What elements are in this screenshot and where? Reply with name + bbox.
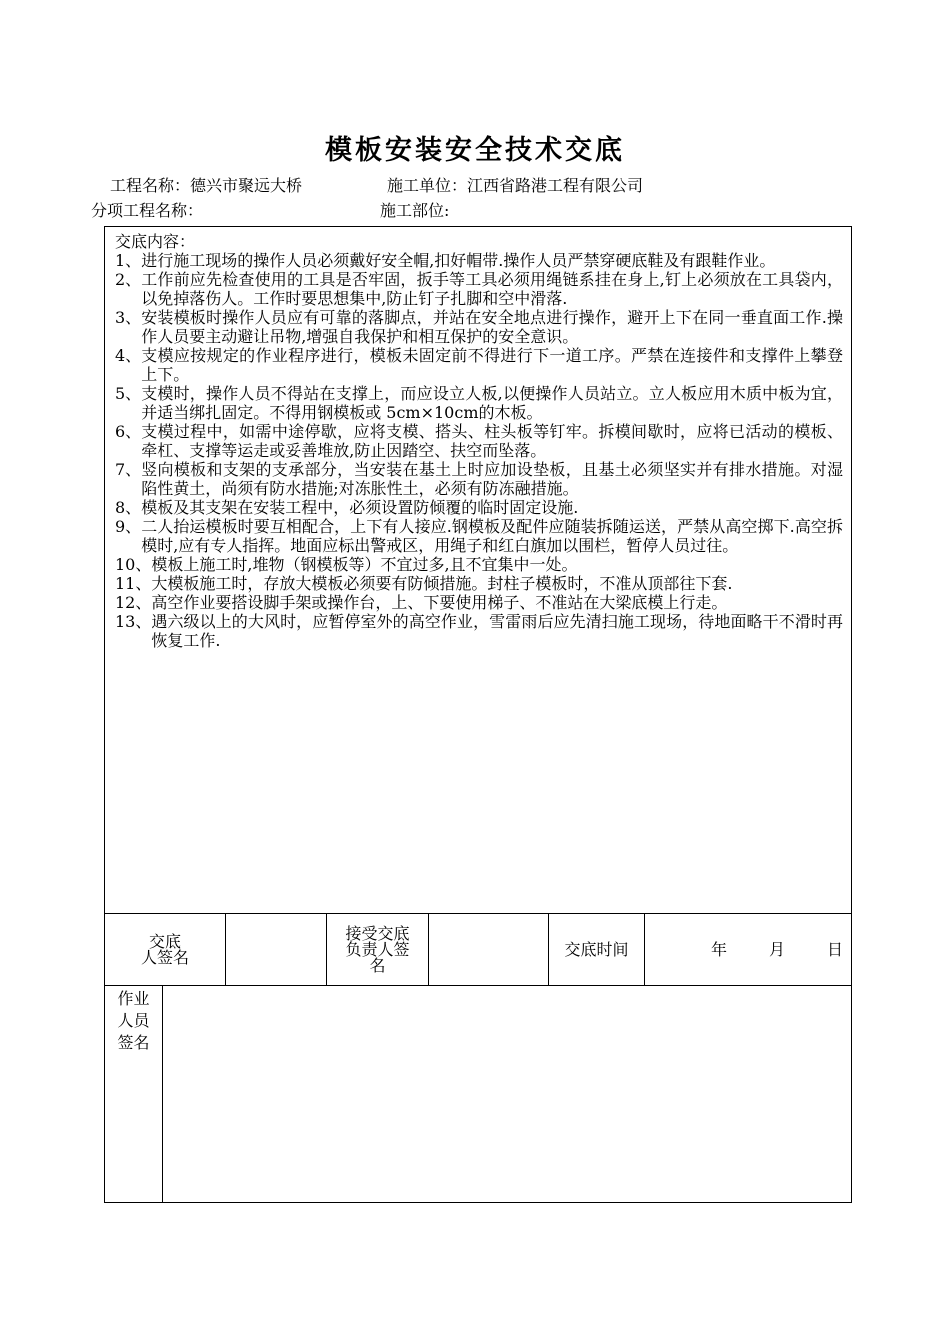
- content-item-text: 遇六级以上的大风时，应暂停室外的高空作业，雪雷雨后应先清扫施工现场，待地面略干不滑时再恢复工作.: [151, 612, 843, 650]
- signature-row: [105, 914, 851, 986]
- content-item: [115, 555, 843, 574]
- content-item-text: 二人抬运模板时要互相配合，上下有人接应.钢模板及配件应随装拆随运送，严禁从高空掷下.高空拆模时,应有专人指挥。地面应标出警戒区，用绳子和红白旗加以围栏，暂停人员过往。: [141, 517, 843, 555]
- year-label: 年: [711, 939, 728, 959]
- content-item-number: 9、: [115, 517, 142, 536]
- content-item-text: 支模过程中，如需中途停歇，应将支模、搭头、柱头板等钉牢。拆模间歇时，应将已活动的模板、牵杠、支撑等运走或妥善堆放,防止因踏空、扶空而坠落。: [141, 422, 843, 460]
- receiver-signature-field[interactable]: [429, 914, 549, 985]
- content-item: [115, 251, 843, 270]
- discloser-signature-field[interactable]: [226, 914, 327, 985]
- content-item-number: 6、: [115, 422, 142, 441]
- content-item: [115, 422, 843, 460]
- document-title: 模板安装安全技术交底: [325, 135, 625, 166]
- worker-signature-area[interactable]: [163, 986, 851, 1202]
- content-item-number: 1、: [115, 251, 142, 270]
- content-item: [115, 308, 843, 346]
- receiver-label-line3: 名: [369, 955, 386, 975]
- content-item-number: 3、: [115, 308, 142, 327]
- content-heading: 交底内容：: [115, 232, 196, 251]
- content-item: [115, 270, 843, 308]
- disclosure-table: [104, 226, 852, 1203]
- content-item: [115, 384, 843, 422]
- content-item-text: 高空作业要搭设脚手架或操作台，上、下要使用梯子、不准站在大梁底模上行走。: [151, 593, 728, 612]
- content-item-number: 4、: [115, 346, 142, 365]
- project-name-field: [110, 176, 302, 196]
- disclosure-content: [105, 227, 851, 914]
- worker-label-line2: 人员: [117, 1011, 150, 1030]
- receiver-label-cell: [327, 914, 429, 985]
- content-item-number: 12、: [115, 593, 152, 612]
- construction-unit-field: [387, 176, 643, 196]
- construction-position-label: 施工部位:: [380, 201, 450, 220]
- content-item-number: 5、: [115, 384, 142, 403]
- worker-label-line3: 签名: [117, 1033, 150, 1052]
- disclosure-time-label: 交底时间: [549, 914, 645, 985]
- content-item: [115, 574, 843, 593]
- discloser-label-cell: [105, 914, 226, 985]
- construction-unit-label: 施工单位：: [387, 176, 468, 195]
- worker-signature-row: [105, 986, 851, 1202]
- content-item: [115, 593, 843, 612]
- discloser-label-line2: 人签名: [140, 947, 189, 967]
- month-label: 月: [769, 939, 786, 959]
- content-item-number: 10、: [115, 555, 152, 574]
- content-item-number: 11、: [115, 574, 152, 593]
- content-item-text: 工作前应先检查使用的工具是否牢固，扳手等工具必须用绳链系挂在身上,钉上必须放在工具袋内，以免掉落伤人。工作时要思想集中,防止钉子扎脚和空中滑落.: [141, 270, 843, 308]
- content-item: [115, 498, 843, 517]
- sub-project-label: 分项工程名称：: [91, 201, 204, 220]
- content-item-text: 模板及其支架在安装工程中，必须设置防倾覆的临时固定设施.: [141, 498, 579, 517]
- content-item-text: 模板上施工时,堆物（钢模板等）不宜过多,且不宜集中一处。: [151, 555, 578, 574]
- content-item-text: 竖向模板和支架的支承部分，当安装在基土上时应加设垫板，且基土必须坚实并有排水措施。对湿陷性黄土，尚须有防水措施;对冻胀性土，必须有防冻融措施。: [141, 460, 843, 498]
- content-items: [115, 251, 843, 650]
- project-name-label: 工程名称：: [110, 176, 191, 195]
- receiver-label-line2: 负责人签: [345, 939, 410, 959]
- worker-signature-label: [105, 986, 163, 1202]
- content-item-number: 2、: [115, 270, 142, 289]
- content-item-text: 进行施工现场的操作人员必须戴好安全帽,扣好帽带.操作人员严禁穿硬底鞋及有跟鞋作业。: [141, 251, 776, 270]
- content-item: [115, 346, 843, 384]
- content-item-text: 安装模板时操作人员应有可靠的落脚点，并站在安全地点进行操作，避开上下在同一垂直面工作.操作人员要主动避让吊物,增强自我保护和相互保护的安全意识。: [141, 308, 843, 346]
- content-item: [115, 612, 843, 650]
- content-item-text: 支模应按规定的作业程序进行，模板未固定前不得进行下一道工序。严禁在连接件和支撑件上攀登上下。: [141, 346, 843, 384]
- project-name-value: 德兴市聚远大桥: [190, 176, 303, 195]
- receiver-label-line1: 接受交底: [345, 923, 410, 943]
- discloser-label-line1: 交底: [148, 931, 181, 951]
- worker-label-line1: 作业: [117, 989, 150, 1008]
- disclosure-date-field[interactable]: [645, 914, 851, 985]
- construction-unit-value: 江西省路港工程有限公司: [467, 176, 644, 195]
- day-label: 日: [827, 939, 844, 959]
- content-item: [115, 517, 843, 555]
- content-item-number: 13、: [115, 612, 152, 631]
- content-item-number: 7、: [115, 460, 142, 479]
- content-item-text: 大模板施工时，存放大模板必须要有防倾措施。封柱子模板时，不准从顶部往下套.: [151, 574, 733, 593]
- content-item-number: 8、: [115, 498, 142, 517]
- content-item: [115, 460, 843, 498]
- content-item-text: 支模时，操作人员不得站在支撑上，而应设立人板,以便操作人员站立。立人板应用木质中板为宜，并适当绑扎固定。不得用钢模板或 5cm×10cm的木板。: [141, 384, 843, 422]
